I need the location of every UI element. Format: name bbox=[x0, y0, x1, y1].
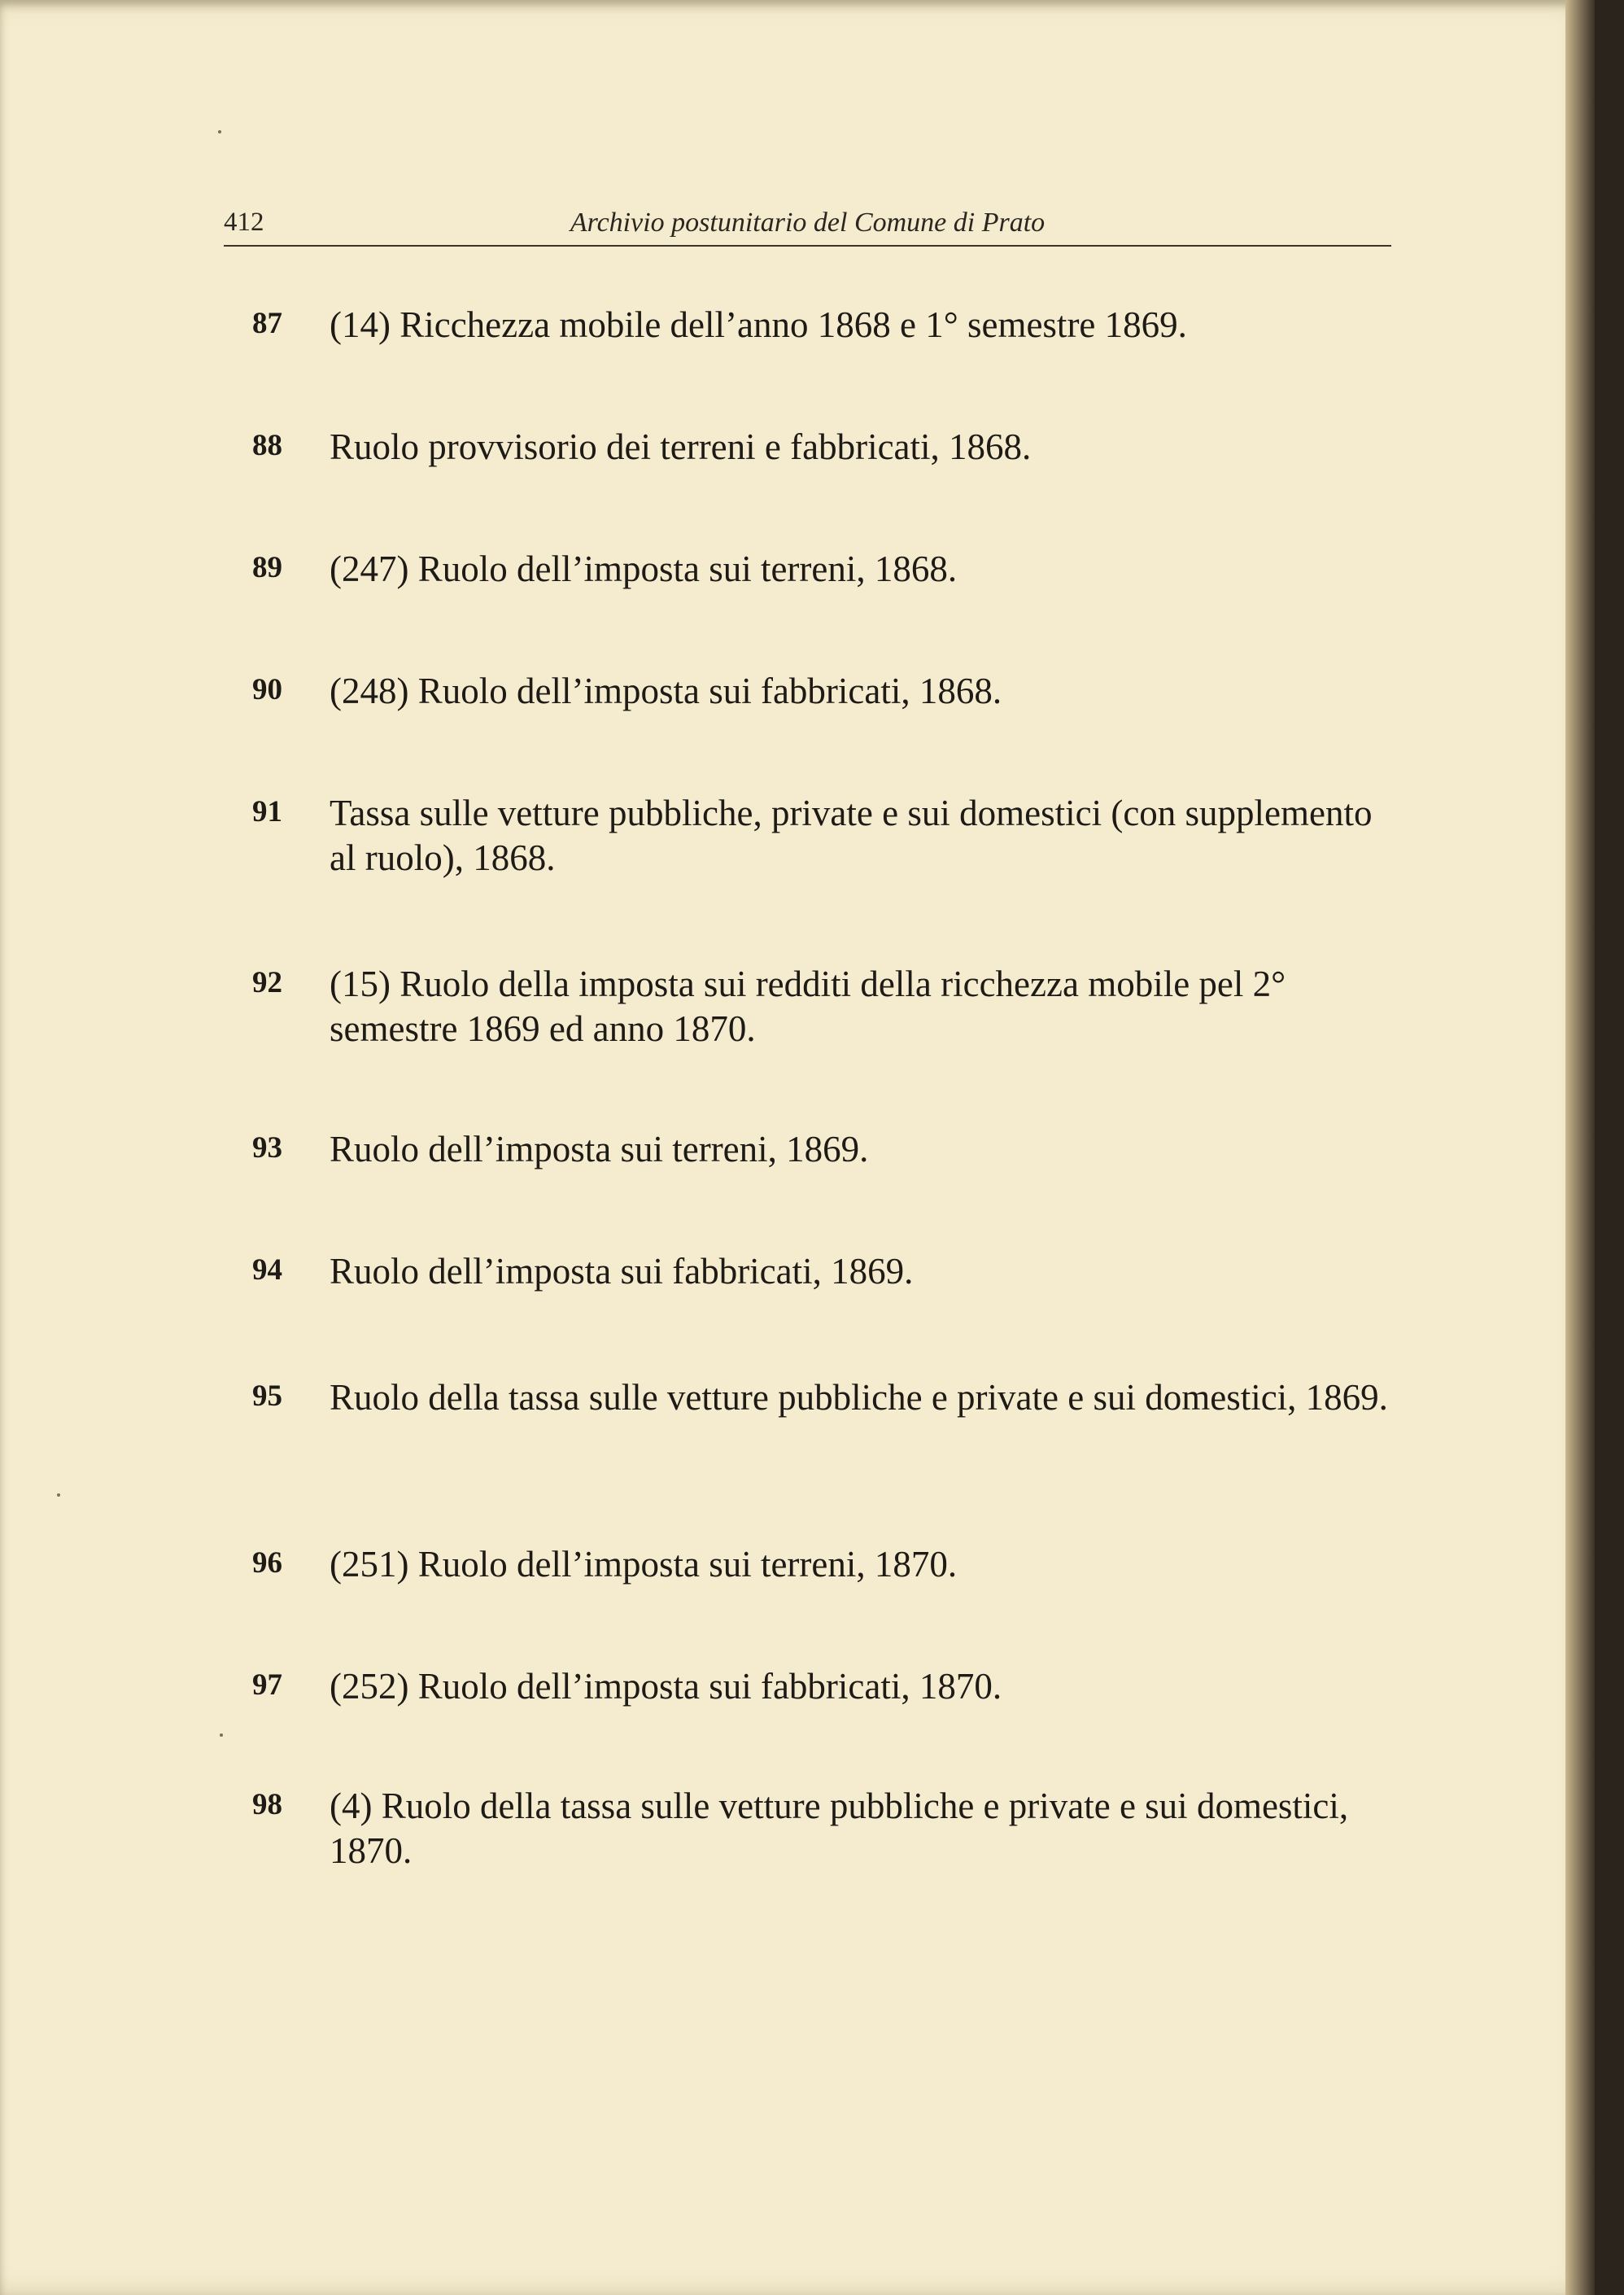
entry-text: (4) Ruolo della tassa sulle vetture pubbliche e private e sui domestici, 1870. bbox=[330, 1786, 1349, 1871]
entry-text: Ruolo della tassa sulle vetture pubbliche e private e sui domestici, 1869. bbox=[330, 1377, 1388, 1418]
entry-number: 89 bbox=[252, 551, 282, 584]
entry-text: (14) Ricchezza mobile dell’anno 1868 e 1° semestre 1869. bbox=[330, 304, 1187, 345]
entry-text: Ruolo provvisorio dei terreni e fabbricati, 1868. bbox=[330, 426, 1032, 467]
entry-text: (248) Ruolo dell’imposta sui fabbricati, 1868. bbox=[330, 671, 1002, 711]
entry-text: (15) Ruolo della imposta sui redditi della ricchezza mobile pel 2° semestre 1869 ed anno 1870. bbox=[330, 964, 1286, 1049]
entry-number: 94 bbox=[252, 1253, 282, 1287]
entry-number: 87 bbox=[252, 307, 282, 340]
paper-speck bbox=[220, 1733, 223, 1737]
entry-number: 97 bbox=[252, 1668, 282, 1702]
entry-text: (252) Ruolo dell’imposta sui fabbricati, 1870. bbox=[330, 1666, 1002, 1707]
paper-speck bbox=[218, 130, 221, 133]
entry-number: 96 bbox=[252, 1546, 282, 1580]
entry-number: 95 bbox=[252, 1379, 282, 1413]
entry-number: 90 bbox=[252, 673, 282, 706]
entry-number: 98 bbox=[252, 1788, 282, 1821]
entry-text: Tassa sulle vetture pubbliche, private e sui domestici (con supplemento al ruolo), 1868. bbox=[330, 793, 1373, 878]
entry-number: 91 bbox=[252, 795, 282, 828]
entry-number: 93 bbox=[252, 1131, 282, 1165]
entry-text: (247) Ruolo dell’imposta sui terreni, 1868. bbox=[330, 549, 958, 589]
entry-text: Ruolo dell’imposta sui fabbricati, 1869. bbox=[330, 1251, 914, 1292]
entry-number: 88 bbox=[252, 429, 282, 462]
entry-text: (251) Ruolo dell’imposta sui terreni, 1870. bbox=[330, 1544, 958, 1585]
running-title: Archivio postunitario del Comune di Prato bbox=[570, 208, 1046, 238]
page-number: 412 bbox=[224, 208, 264, 237]
entry-number: 92 bbox=[252, 966, 282, 999]
entry-text: Ruolo dell’imposta sui terreni, 1869. bbox=[330, 1129, 869, 1169]
paper-speck bbox=[57, 1493, 60, 1497]
